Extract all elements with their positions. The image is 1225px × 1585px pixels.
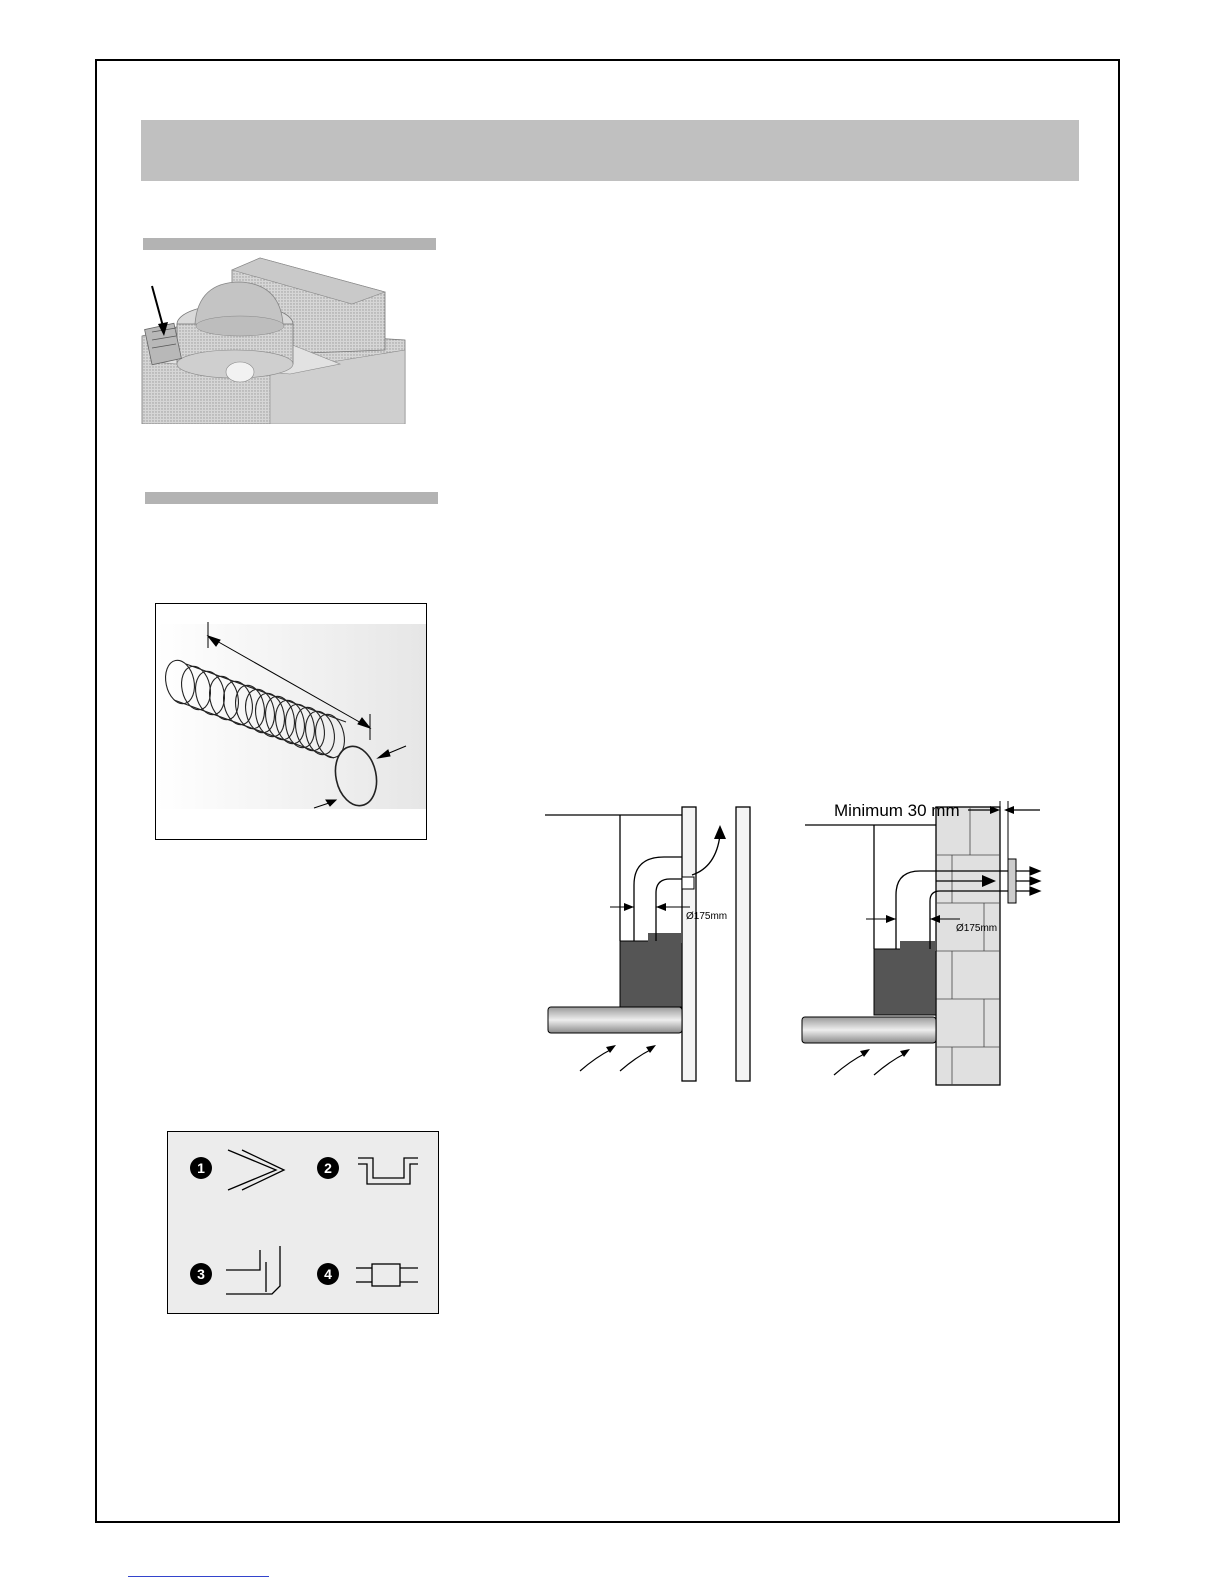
flexible-duct-figure xyxy=(155,603,427,840)
flexible-duct-drawing xyxy=(156,604,426,839)
number-label-2: 2 xyxy=(324,1160,332,1176)
coupling-icon xyxy=(356,1264,418,1286)
chimney-diameter-label: Ø175mm xyxy=(686,911,728,922)
wall-exhaust-diagram xyxy=(802,801,1040,1085)
fan-motor-figure xyxy=(140,252,420,424)
footer-link-underline[interactable] xyxy=(128,1576,269,1577)
duct-installation-figure xyxy=(540,795,1055,1095)
fitting-3 xyxy=(190,1246,280,1294)
elbow-icon xyxy=(226,1246,280,1294)
duct-fittings-drawing xyxy=(168,1132,438,1313)
chimney-exhaust-diagram xyxy=(545,807,750,1081)
bend-chevron-icon xyxy=(228,1150,276,1190)
number-label-1: 1 xyxy=(197,1160,205,1176)
section-bar-1 xyxy=(143,238,436,250)
fitting-2 xyxy=(317,1157,418,1184)
u-trap-icon xyxy=(358,1158,418,1184)
duct-fittings-figure xyxy=(167,1131,439,1314)
wall-diameter-label: Ø175mm xyxy=(956,923,998,934)
fitting-1 xyxy=(190,1150,284,1190)
number-label-3: 3 xyxy=(197,1266,205,1282)
section-bar-2 xyxy=(145,492,438,504)
min-clearance-label: Minimum 30 mm xyxy=(834,801,960,820)
fitting-4 xyxy=(317,1263,418,1286)
title-bar xyxy=(141,120,1079,181)
number-label-4: 4 xyxy=(324,1266,332,1282)
